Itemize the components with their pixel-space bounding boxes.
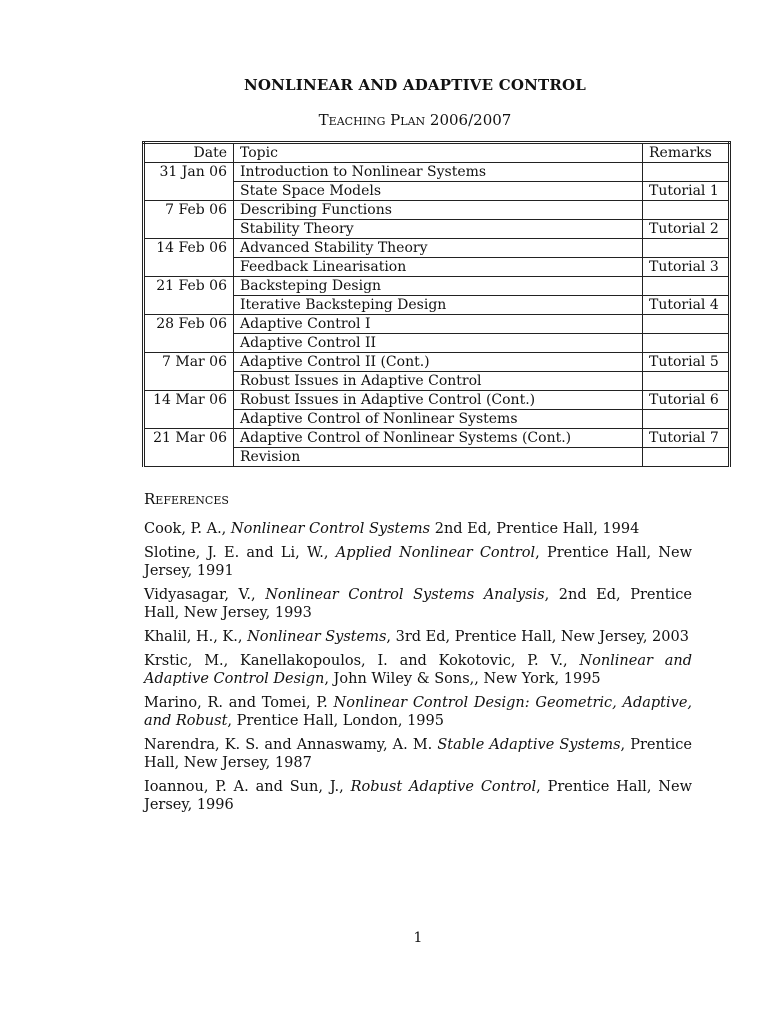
teaching-plan-table-wrapper (142, 141, 731, 465)
table-row (144, 258, 730, 277)
reference-authors: Krstic, M., Kanellakopoulos, I. and Kokotovic, P. V., (144, 653, 580, 669)
reference-title: Applied Nonlinear Control (335, 545, 536, 561)
table-cell-date: 7 Feb 06 (144, 201, 234, 220)
reference-item (144, 736, 692, 772)
table-row (144, 182, 730, 201)
table-cell-topic: Stability Theory (234, 220, 643, 239)
reference-item (144, 628, 692, 646)
table-cell-date (144, 448, 234, 467)
table-cell-date (144, 220, 234, 239)
reference-item (144, 778, 692, 814)
table-cell-topic: Feedback Linearisation (234, 258, 643, 277)
table-cell-date: 7 Mar 06 (144, 353, 234, 372)
table-cell-remarks: Tutorial 7 (643, 429, 730, 448)
table-cell-remarks: Tutorial 1 (643, 182, 730, 201)
table-cell-date: 21 Feb 06 (144, 277, 234, 296)
table-cell-topic: Introduction to Nonlinear Systems (234, 163, 643, 182)
table-header-row (144, 143, 730, 163)
table-cell-date (144, 372, 234, 391)
reference-publication: 2nd Ed, Prentice Hall, 1994 (430, 521, 640, 537)
table-row (144, 296, 730, 315)
table-cell-topic: Robust Issues in Adaptive Control (Cont.) (234, 391, 643, 410)
reference-authors: Marino, R. and Tomei, P. (144, 695, 334, 711)
table-cell-topic: Robust Issues in Adaptive Control (234, 372, 643, 391)
table-cell-remarks (643, 448, 730, 467)
document-title: NONLINEAR AND ADAPTIVE CONTROL (243, 76, 587, 94)
table-cell-remarks (643, 239, 730, 258)
reference-title: Nonlinear Control Systems Analysis (265, 587, 545, 603)
table-cell-topic: Describing Functions (234, 201, 643, 220)
reference-authors: Khalil, H., K., (144, 629, 248, 645)
table-cell-topic: Advanced Stability Theory (234, 239, 643, 258)
reference-publication: , John Wiley & Sons,, New York, 1995 (324, 671, 601, 687)
table-cell-remarks (643, 163, 730, 182)
reference-item (144, 652, 692, 688)
reference-authors: Slotine, J. E. and Li, W., (144, 545, 336, 561)
reference-title: Nonlinear Systems (247, 629, 387, 645)
table-cell-remarks (643, 410, 730, 429)
reference-item (144, 694, 692, 730)
table-row (144, 163, 730, 182)
table-row (144, 353, 730, 372)
table-cell-date (144, 334, 234, 353)
table-row (144, 391, 730, 410)
document-subtitle: Teaching Plan 2006/2007 (318, 111, 512, 129)
table-cell-remarks: Tutorial 5 (643, 353, 730, 372)
reference-authors: Cook, P. A., (144, 521, 231, 537)
reference-title: Robust Adaptive Control (350, 779, 537, 795)
reference-authors: Ioannou, P. A. and Sun, J., (144, 779, 351, 795)
reference-authors: Vidyasagar, V., (144, 587, 266, 603)
table-row (144, 429, 730, 448)
header-remarks: Remarks (643, 143, 730, 163)
table-cell-date (144, 296, 234, 315)
header-topic: Topic (234, 143, 643, 163)
reference-item (144, 544, 692, 580)
table-cell-topic: State Space Models (234, 182, 643, 201)
table-cell-topic: Adaptive Control I (234, 315, 643, 334)
reference-item (144, 586, 692, 622)
table-cell-remarks (643, 334, 730, 353)
table-cell-date: 21 Mar 06 (144, 429, 234, 448)
references-list (144, 520, 692, 820)
table-cell-date (144, 410, 234, 429)
table-cell-remarks: Tutorial 6 (643, 391, 730, 410)
reference-publication: , Prentice Hall, New Jersey, 1991 (144, 545, 692, 579)
table-cell-date (144, 182, 234, 201)
table-cell-remarks (643, 277, 730, 296)
references-heading: References (144, 490, 229, 508)
table-cell-remarks (643, 372, 730, 391)
table-cell-topic: Backsteping Design (234, 277, 643, 296)
reference-publication: , Prentice Hall, New Jersey, 1987 (144, 737, 692, 771)
table-row (144, 220, 730, 239)
table-row (144, 239, 730, 258)
table-row (144, 201, 730, 220)
table-row (144, 315, 730, 334)
table-row (144, 448, 730, 467)
table-row (144, 277, 730, 296)
table-cell-remarks (643, 315, 730, 334)
reference-publication: , Prentice Hall, London, 1995 (227, 713, 444, 729)
teaching-plan-table-body (144, 143, 730, 467)
table-cell-topic: Revision (234, 448, 643, 467)
table-cell-topic: Adaptive Control of Nonlinear Systems (Cont.) (234, 429, 643, 448)
reference-authors: Narendra, K. S. and Annaswamy, A. M. (144, 737, 438, 753)
page-number: 1 (413, 930, 423, 946)
table-row (144, 372, 730, 391)
teaching-plan-table (142, 141, 731, 467)
reference-publication: , 2nd Ed, Prentice Hall, New Jersey, 1993 (144, 587, 692, 621)
reference-title: Nonlinear and Adaptive Control Design (144, 653, 692, 687)
table-cell-date: 28 Feb 06 (144, 315, 234, 334)
table-cell-remarks (643, 201, 730, 220)
table-cell-date: 14 Feb 06 (144, 239, 234, 258)
table-row (144, 410, 730, 429)
table-cell-topic: Adaptive Control II (Cont.) (234, 353, 643, 372)
reference-title: Nonlinear Control Systems (230, 521, 431, 537)
table-cell-topic: Adaptive Control II (234, 334, 643, 353)
table-row (144, 334, 730, 353)
reference-publication: , 3rd Ed, Prentice Hall, New Jersey, 2003 (386, 629, 689, 645)
table-cell-remarks: Tutorial 4 (643, 296, 730, 315)
table-cell-remarks: Tutorial 2 (643, 220, 730, 239)
table-cell-topic: Adaptive Control of Nonlinear Systems (234, 410, 643, 429)
reference-title: Stable Adaptive Systems (437, 737, 621, 753)
table-cell-topic: Iterative Backsteping Design (234, 296, 643, 315)
table-cell-date: 31 Jan 06 (144, 163, 234, 182)
table-cell-remarks: Tutorial 3 (643, 258, 730, 277)
reference-title: Nonlinear Control Design: Geometric, Adaptive, and Robust (144, 695, 693, 729)
table-cell-date (144, 258, 234, 277)
reference-item (144, 520, 692, 538)
table-cell-date: 14 Mar 06 (144, 391, 234, 410)
reference-publication: , Prentice Hall, New Jersey, 1996 (144, 779, 692, 813)
header-date: Date (144, 143, 234, 163)
